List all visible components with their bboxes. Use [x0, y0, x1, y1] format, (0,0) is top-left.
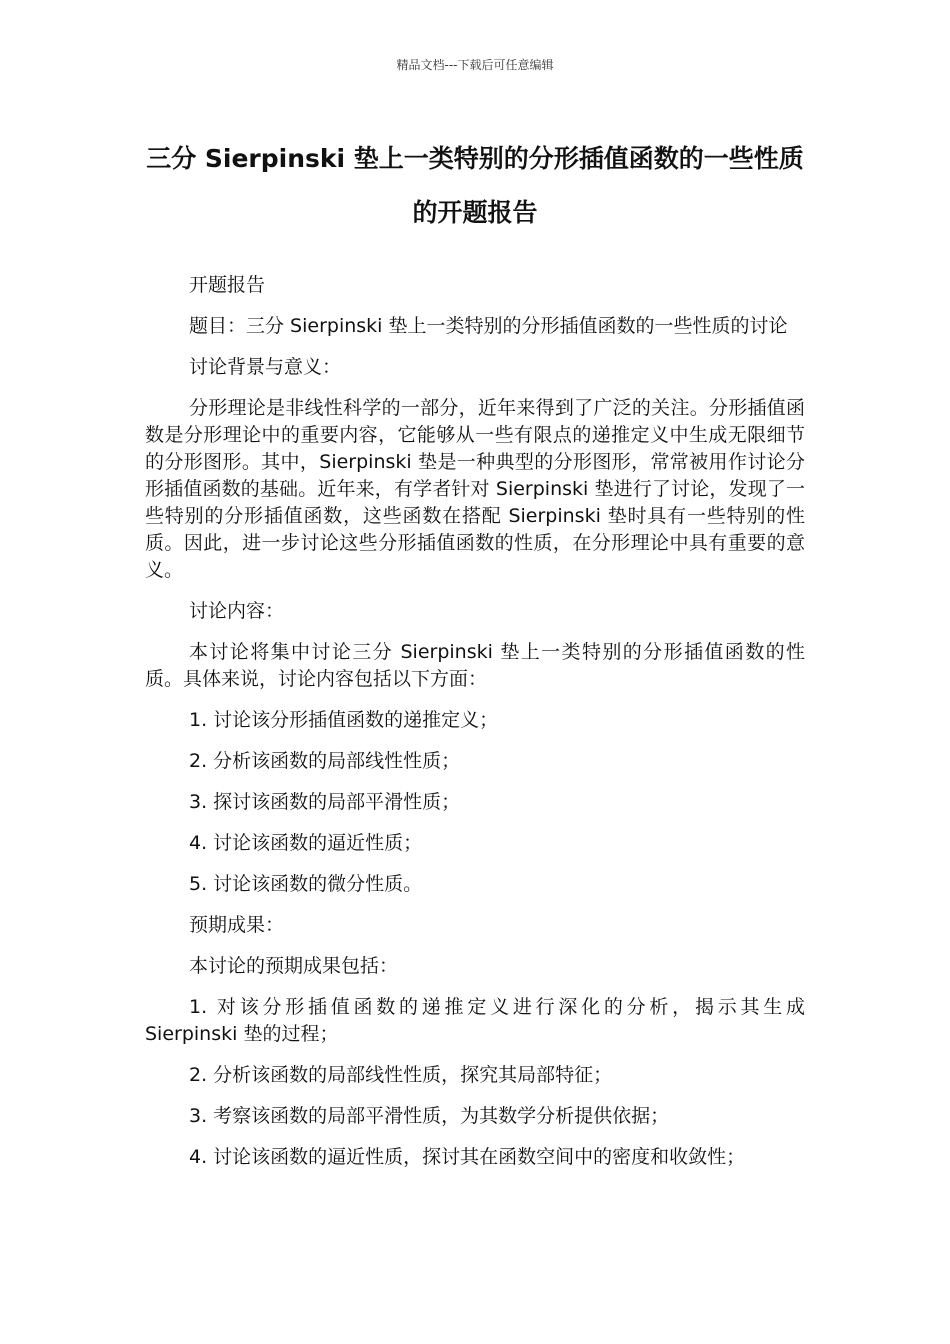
outcome-list-item: 2. 分析该函数的局部线性性质，探究其局部特征；	[189, 1064, 613, 1086]
section-heading-report: 开题报告	[189, 274, 266, 296]
section-heading-background: 讨论背景与意义：	[189, 356, 342, 378]
content-list-item: 1. 讨论该分形插值函数的递推定义；	[189, 709, 499, 731]
content-list-item: 4. 讨论该函数的逼近性质；	[189, 832, 423, 854]
section-heading-content: 讨论内容：	[189, 600, 285, 622]
content-intro-paragraph: 本讨论将集中讨论三分 Sierpinski 垫上一类特别的分形插值函数的性质。具体来说，讨论内容包括以下方面：	[145, 641, 805, 690]
document-body	[145, 272, 805, 1185]
outcomes-intro-paragraph: 本讨论的预期成果包括：	[189, 955, 399, 977]
page-header: 精品文档---下载后可任意编辑	[396, 58, 554, 72]
content-list-item: 2. 分析该函数的局部线性性质；	[189, 750, 461, 772]
section-heading-outcomes: 预期成果：	[189, 914, 285, 936]
outcome-list-item: 4. 讨论该函数的逼近性质，探讨其在函数空间中的密度和收敛性；	[189, 1146, 746, 1168]
outcome-list-item: 1. 对该分形插值函数的递推定义进行深化的分析，揭示其生成 Sierpinski 垫的过程；	[145, 996, 805, 1045]
content-list-item: 5. 讨论该函数的微分性质。	[189, 873, 423, 895]
document-title: 三分 Sierpinski 垫上一类特别的分形插值函数的一些性质的开题报告	[146, 144, 804, 227]
background-paragraph: 分形理论是非线性科学的一部分，近年来得到了广泛的关注。分形插值函数是分形理论中的重要内容，它能够从一些有限点的递推定义中生成无限细节的分形图形。其中，Sierpinski 垫是一种典型的分形图形，常常被用作讨论分形插值函数的基础。近年来，有学者针对 Sierpinski 垫进行了讨论，发现了一些特别的分形插值函数，这些函数在搭配 Sierpinski 垫时具有一些特别的性质。因此，进一步讨论这些分形插值函数的性质，在分形理论中具有重要的意义。	[145, 397, 805, 581]
outcome-list-item: 3. 考察该函数的局部平滑性质，为其数学分析提供依据；	[189, 1105, 670, 1127]
content-list-item: 3. 探讨该函数的局部平滑性质；	[189, 791, 461, 813]
topic-paragraph: 题目：三分 Sierpinski 垫上一类特别的分形插值函数的一些性质的讨论	[189, 315, 788, 337]
